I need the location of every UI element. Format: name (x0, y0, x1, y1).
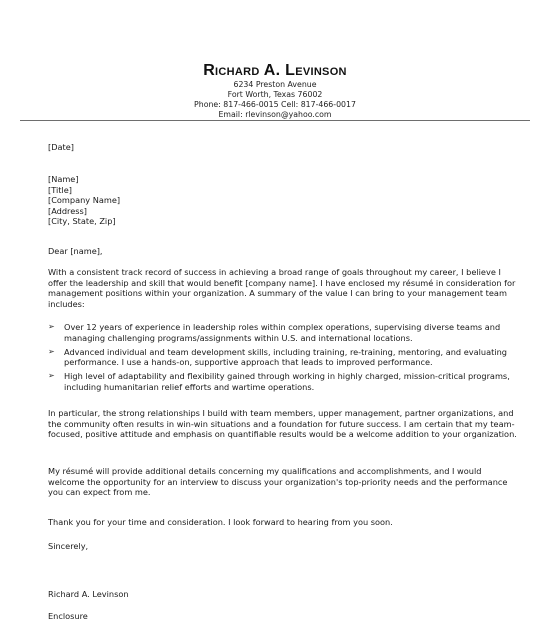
relationships-paragraph (48, 408, 518, 440)
sender-name: Richard A. Levinson (203, 62, 347, 79)
sender-street: 6234 Preston Avenue (233, 80, 317, 89)
enclosure-block (48, 611, 518, 622)
recipient-address: [Address] (48, 205, 87, 216)
bullet-item (48, 347, 518, 368)
thanks-paragraph (48, 517, 518, 528)
letterhead (0, 62, 550, 120)
recipient-name: [Name] (48, 174, 79, 184)
recipient-block (48, 174, 518, 227)
sender-email: Email: rlevinson@yahoo.com (218, 110, 332, 119)
closing-block (48, 541, 518, 552)
para4-text: Thank you for your time and consideration. I look forward to hearing from you soon. (48, 517, 393, 527)
para2-text: In particular, the strong relationships I build with team members, upper management, partner organizations, and the community often results in win-win situations and a foundation for future success. I am certain that my team-focused, positive attitude and emphasis on quantifiable results would be a welcome addition to your organization. (48, 408, 517, 440)
bullet-text: Advanced individual and team development skills, including training, re-training, mentoring, and evaluating performance. I use a hands-on, supportive approach that leads to improved performance. (64, 346, 507, 368)
intro-paragraph (48, 267, 518, 309)
bullet-text: High level of adaptability and flexibility gained through working in highly charged, mission-critical programs, including humanitarian relief efforts and wartime operations. (64, 371, 510, 392)
value-bullets (48, 322, 518, 396)
bullet-item (48, 322, 518, 343)
enclosure-text: Enclosure (48, 611, 88, 621)
sender-city: Fort Worth, Texas 76002 (227, 90, 323, 99)
intro-text: With a consistent track record of success in achieving a broad range of goals throughout my career, I believe I offer the leadership and skill that would benefit [company name]. I have enclosed my résumé in consideration for management positions within your organization. A summary of the value I can bring to your management team includes: (48, 267, 516, 309)
resume-paragraph (48, 466, 518, 498)
header-divider (20, 120, 530, 121)
signature-name: Richard A. Levinson (48, 589, 129, 599)
sender-phone: Phone: 817-466-0015 Cell: 817-466-0017 (194, 100, 356, 109)
recipient-city: [City, State, Zip] (48, 216, 116, 227)
bullet-text: Over 12 years of experience in leadership roles within complex operations, supervising diverse teams and managing challenging programs/assignments within U.S. and international locations. (64, 322, 501, 343)
closing-text: Sincerely, (48, 541, 89, 551)
arrow-bullet-icon: ➢ (48, 346, 55, 356)
signature-block (48, 589, 518, 600)
arrow-bullet-icon: ➢ (48, 371, 55, 381)
bullet-item (48, 371, 518, 392)
recipient-company: [Company Name] (48, 195, 121, 206)
date-text: [Date] (48, 142, 74, 152)
arrow-bullet-icon: ➢ (48, 322, 55, 331)
para3-text: My résumé will provide additional details concerning my qualifications and accomplishments, and I would welcome the opportunity for an interview to discuss your organization's top-priority needs and the performance you can expect from me. (48, 466, 508, 498)
recipient-title: [Title] (48, 184, 72, 195)
salutation-block (48, 246, 518, 257)
salutation: Dear [name], (48, 246, 103, 256)
date-line (48, 142, 518, 153)
